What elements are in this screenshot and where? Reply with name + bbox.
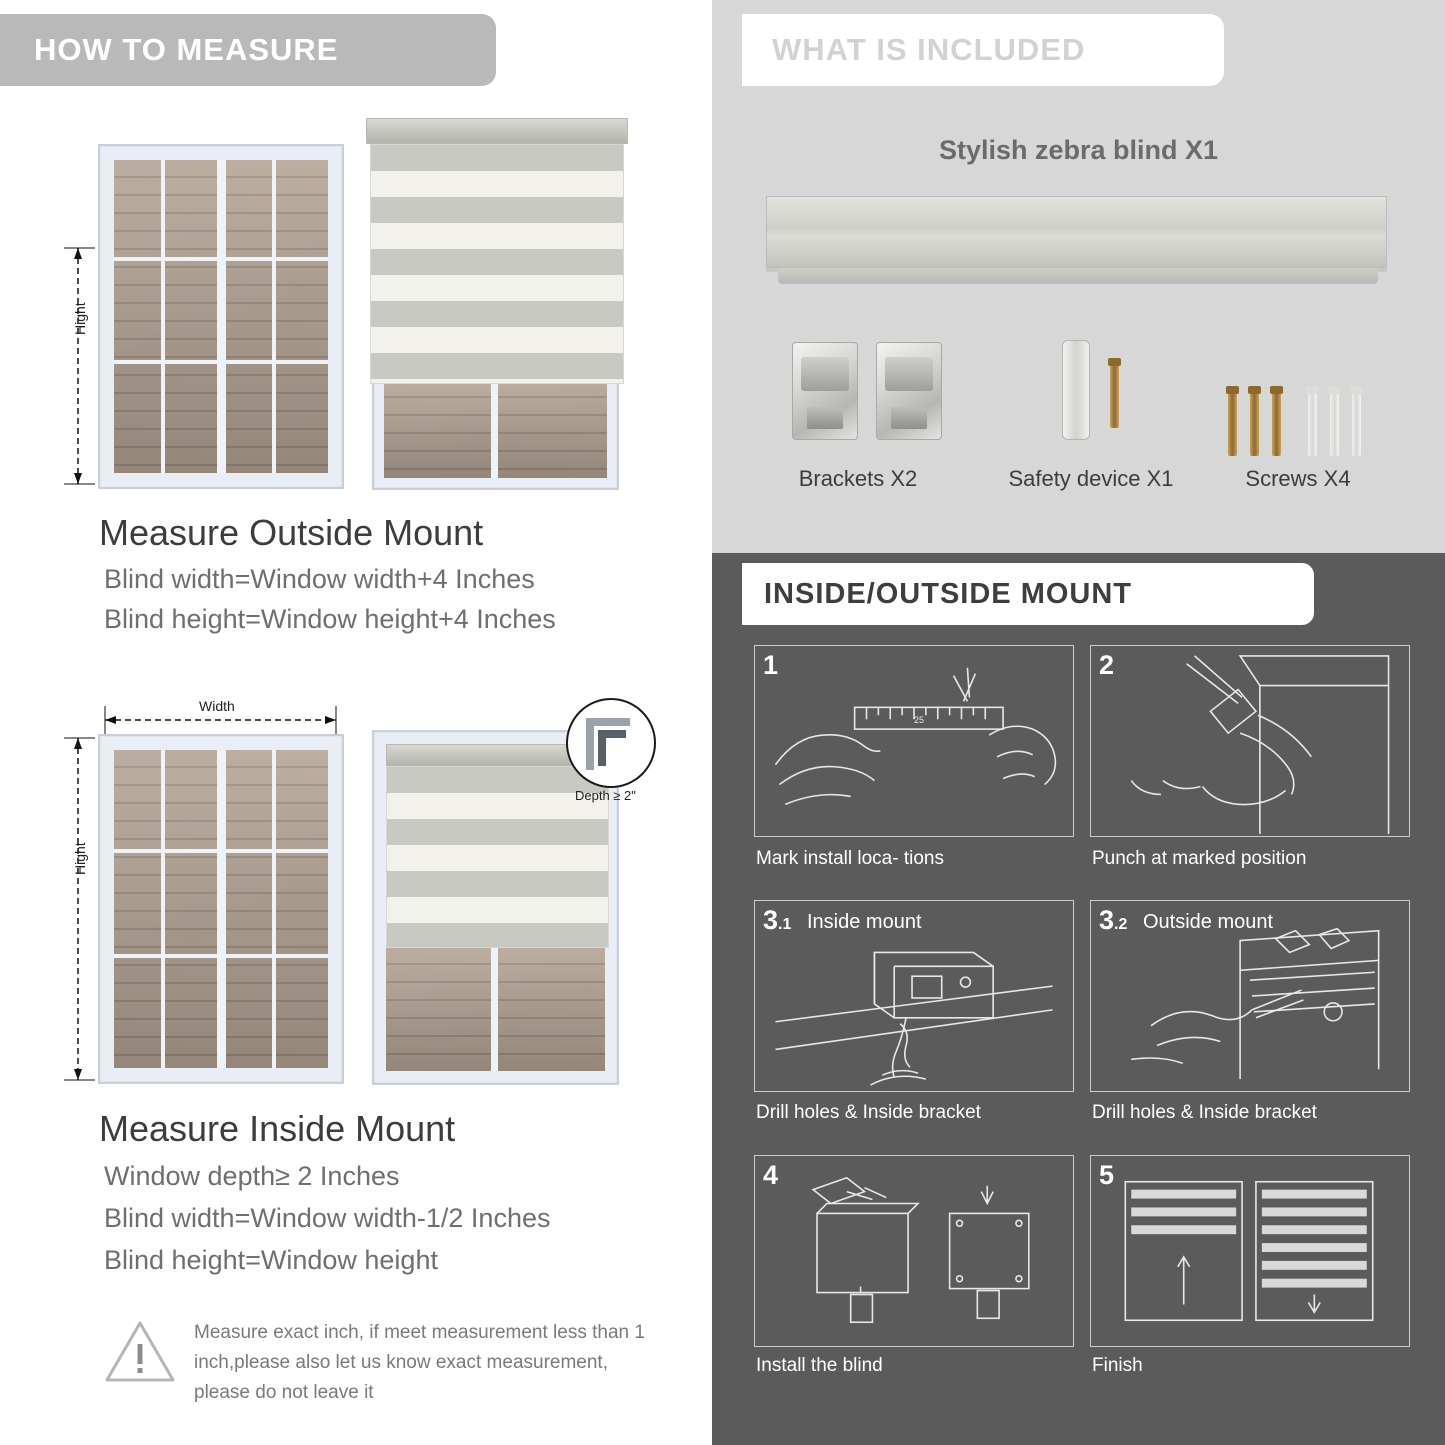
anchor-1 [1308,390,1317,456]
safety-screw [1110,362,1119,428]
window-glass-3 [114,750,328,1068]
window-inside-mount [98,734,344,1084]
step-5-sketch [1091,1156,1409,1346]
safety-device-label: Safety device X1 [1008,466,1174,491]
outside-mount-title: Measure Outside Mount [99,512,484,553]
anchor-head-icon-1 [1306,386,1319,394]
blind-headrail-outside [366,118,628,144]
bracket-2 [876,342,942,440]
how-to-measure-section [0,0,712,1445]
window-with-blind-outside [372,368,619,490]
what-is-included-header-label: WHAT IS INCLUDED [772,32,1086,67]
step-4-box [754,1155,1074,1347]
measurement-note [104,1318,664,1408]
what-is-included-header [742,14,1224,86]
step-3-1-number: 3.1 [763,905,792,935]
inside-mount-line-2: Blind width=Window width-1/2 Inches [104,1203,551,1233]
step-2-box [1090,645,1410,837]
step-3-2-caption: Drill holes & Inside bracket [1092,1102,1317,1123]
anchor-3 [1352,390,1361,456]
inside-mount-title: Measure Inside Mount [99,1108,456,1149]
anchor-2 [1330,390,1339,456]
inside-width-label: Width [199,698,235,714]
measurement-note-text: Measure exact inch, if meet measurement less than 1 inch,please also let us know exact measurement, please do not leave it [194,1322,645,1403]
step-3-2-number: 3.2 [1099,905,1128,935]
step-3-1-box [754,900,1074,1092]
svg-text:25: 25 [914,715,924,726]
step-3-1-inline-label: Inside mount [807,911,922,933]
inside-outside-mount-header [742,563,1314,625]
zebra-blind-product [766,196,1387,268]
warning-icon [104,1318,176,1384]
step-5-caption: Finish [1092,1355,1143,1376]
anchor-head-icon-2 [1328,386,1341,394]
window-with-blind-inside [372,730,619,1085]
bracket-1 [792,342,858,440]
safety-device [1062,340,1090,440]
window-glass [114,160,328,473]
screws-label: Screws X4 [1245,466,1351,491]
inside-mount-line-3: Blind height=Window height [104,1245,438,1275]
step-3-2-sketch [1091,901,1409,1091]
step-1-number: 1 [763,650,779,680]
anchor-head-icon-3 [1350,386,1363,394]
brackets-label: Brackets X2 [798,466,918,491]
main-item-label: Stylish zebra blind X1 [938,135,1219,165]
outside-mount-line-1: Blind width=Window width+4 Inches [104,564,535,594]
how-to-measure-header-label: HOW TO MEASURE [34,32,339,67]
step-3-2-box [1090,900,1410,1092]
step-1-box [754,645,1074,837]
screw-head-icon-1 [1226,386,1239,394]
outside-height-label: Hight [72,302,88,335]
step-5-number: 5 [1099,1160,1115,1190]
outside-mount-line-2: Blind height=Window height+4 Inches [104,604,556,634]
screw-head-icon-3 [1270,386,1283,394]
step-2-number: 2 [1099,650,1115,680]
step-3-1-caption: Drill holes & Inside bracket [756,1102,981,1123]
window-glass-4 [386,947,605,1071]
inside-outside-mount-header-label: INSIDE/OUTSIDE MOUNT [764,577,1133,610]
screw-2 [1250,390,1259,456]
depth-label: Depth ≥ 2" [575,788,636,803]
inside-mount-diagram [0,690,712,1095]
screw-3 [1272,390,1281,456]
step-3-1-sketch [755,901,1073,1091]
zebra-blind-bottom-lip [778,268,1378,284]
step-1-sketch [755,646,1073,836]
window-glass-2 [384,380,607,478]
step-2-sketch [1091,646,1409,836]
screw-head-icon-2 [1248,386,1261,394]
window-outside-mount [98,144,344,489]
outside-mount-diagram [0,100,712,500]
step-2-caption: Punch at marked position [1092,848,1307,869]
screw-1 [1228,390,1237,456]
step-5-box [1090,1155,1410,1347]
how-to-measure-header [0,14,496,86]
step-3-2-inline-label: Outside mount [1143,911,1274,933]
inside-mount-line-1: Window depth≥ 2 Inches [104,1161,400,1191]
screw-head-icon [1108,358,1121,366]
step-1-caption: Mark install loca- tions [756,848,944,869]
step-4-sketch [755,1156,1073,1346]
window-depth-callout [566,698,656,788]
step-4-number: 4 [763,1160,779,1190]
inside-height-label: Hight [72,842,88,875]
step-4-caption: Install the blind [756,1355,883,1376]
zebra-blind-outside [370,144,624,384]
